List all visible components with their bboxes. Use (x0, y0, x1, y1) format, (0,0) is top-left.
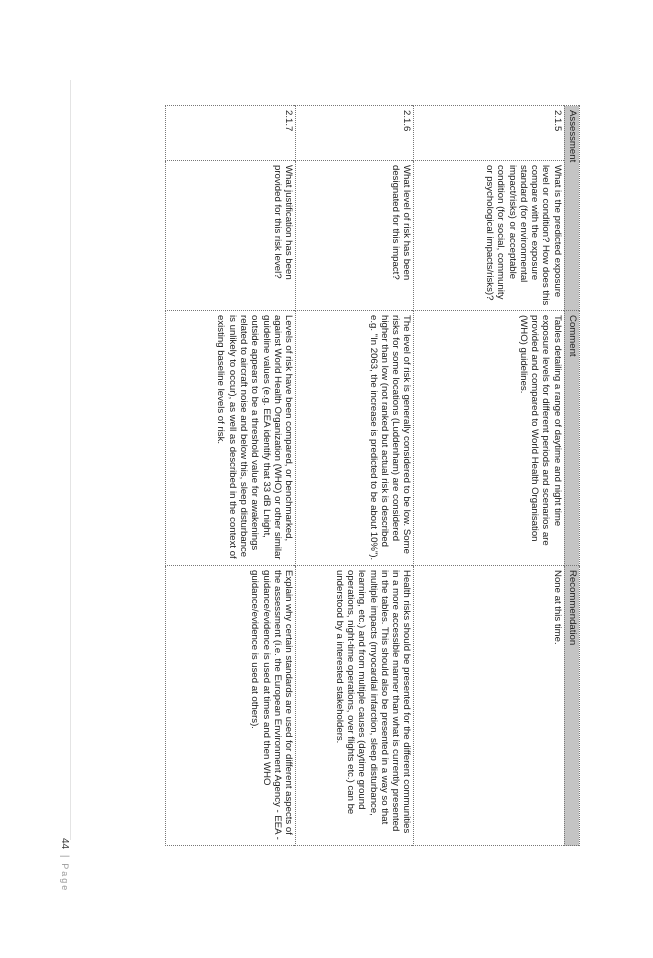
row-question: What justification has been provided for this risk level? (166, 161, 296, 311)
row-question: What level of risk has been designated for this impact? (296, 161, 414, 311)
page-label: Page (60, 863, 70, 893)
rotated-page-content (165, 105, 580, 845)
row-comment: The level of risk is generally considered to be low. Some risks for some locations (Luddenham) are considered higher than low (not ranked but actual risk is described e.g. "In 2063, the increase is predicted to be about 10%"). (296, 311, 414, 566)
header-comment: Comment (564, 311, 579, 566)
row-number: 2.1.6 (296, 106, 414, 161)
page-footer (56, 838, 70, 958)
row-recommendation: Health risks should be presented for the different communities in a more accessible manner than what is currently presented in the tables. This should also be presented in a way so that multiple impacts (myocardial infarction, sleep disturbance, learning, etc.) and from multiple causes (daytime ground operations, night-time operations, over flights etc.) can be understood by a interested stakeholders. (296, 566, 414, 846)
margin-rule (70, 80, 71, 840)
table-row (414, 106, 564, 846)
row-comment: Tables detailing a range of daytime and night time exposure levels for different periods and scenarios are provided and compared to World Health Organisation (WHO) guidelines. (414, 311, 564, 566)
row-number: 2.1.5 (414, 106, 564, 161)
table-row (166, 106, 296, 846)
header-assessment: Assessment (564, 106, 579, 311)
page-separator: | (59, 854, 70, 858)
row-comment: Levels of risk have been compared, or benchmarked, against World Health Organization (WHO) or other similar guideline values (e.g. EEA identify that 33 dB Lnight, outside appears to be a threshold value for awakenings related to aircraft noise and below this, sleep disturbance is unlikely to occur), as well as described in the context of existing baseline levels of risk. (166, 311, 296, 566)
row-number: 2.1.7 (166, 106, 296, 161)
page-number: 44 (59, 838, 70, 850)
row-recommendation: Explain why certain standards are used for different aspects of the assessment (i.e. the European Environment Agency - EEA - guidance/evidence is used at times and then WHO guidance/evidence is used at others). (166, 566, 296, 846)
row-recommendation: None at this time. (414, 566, 564, 846)
row-question: What is the predicted exposure level or condition? How does this compare with the exposure standard (for environmental impact/risks) or acceptable condition (for social, community or psychological impacts/risks)? (414, 161, 564, 311)
table-row (296, 106, 414, 846)
header-recommendation: Recommendation (564, 566, 579, 846)
assessment-table (165, 105, 580, 846)
table-header-row (564, 106, 579, 846)
